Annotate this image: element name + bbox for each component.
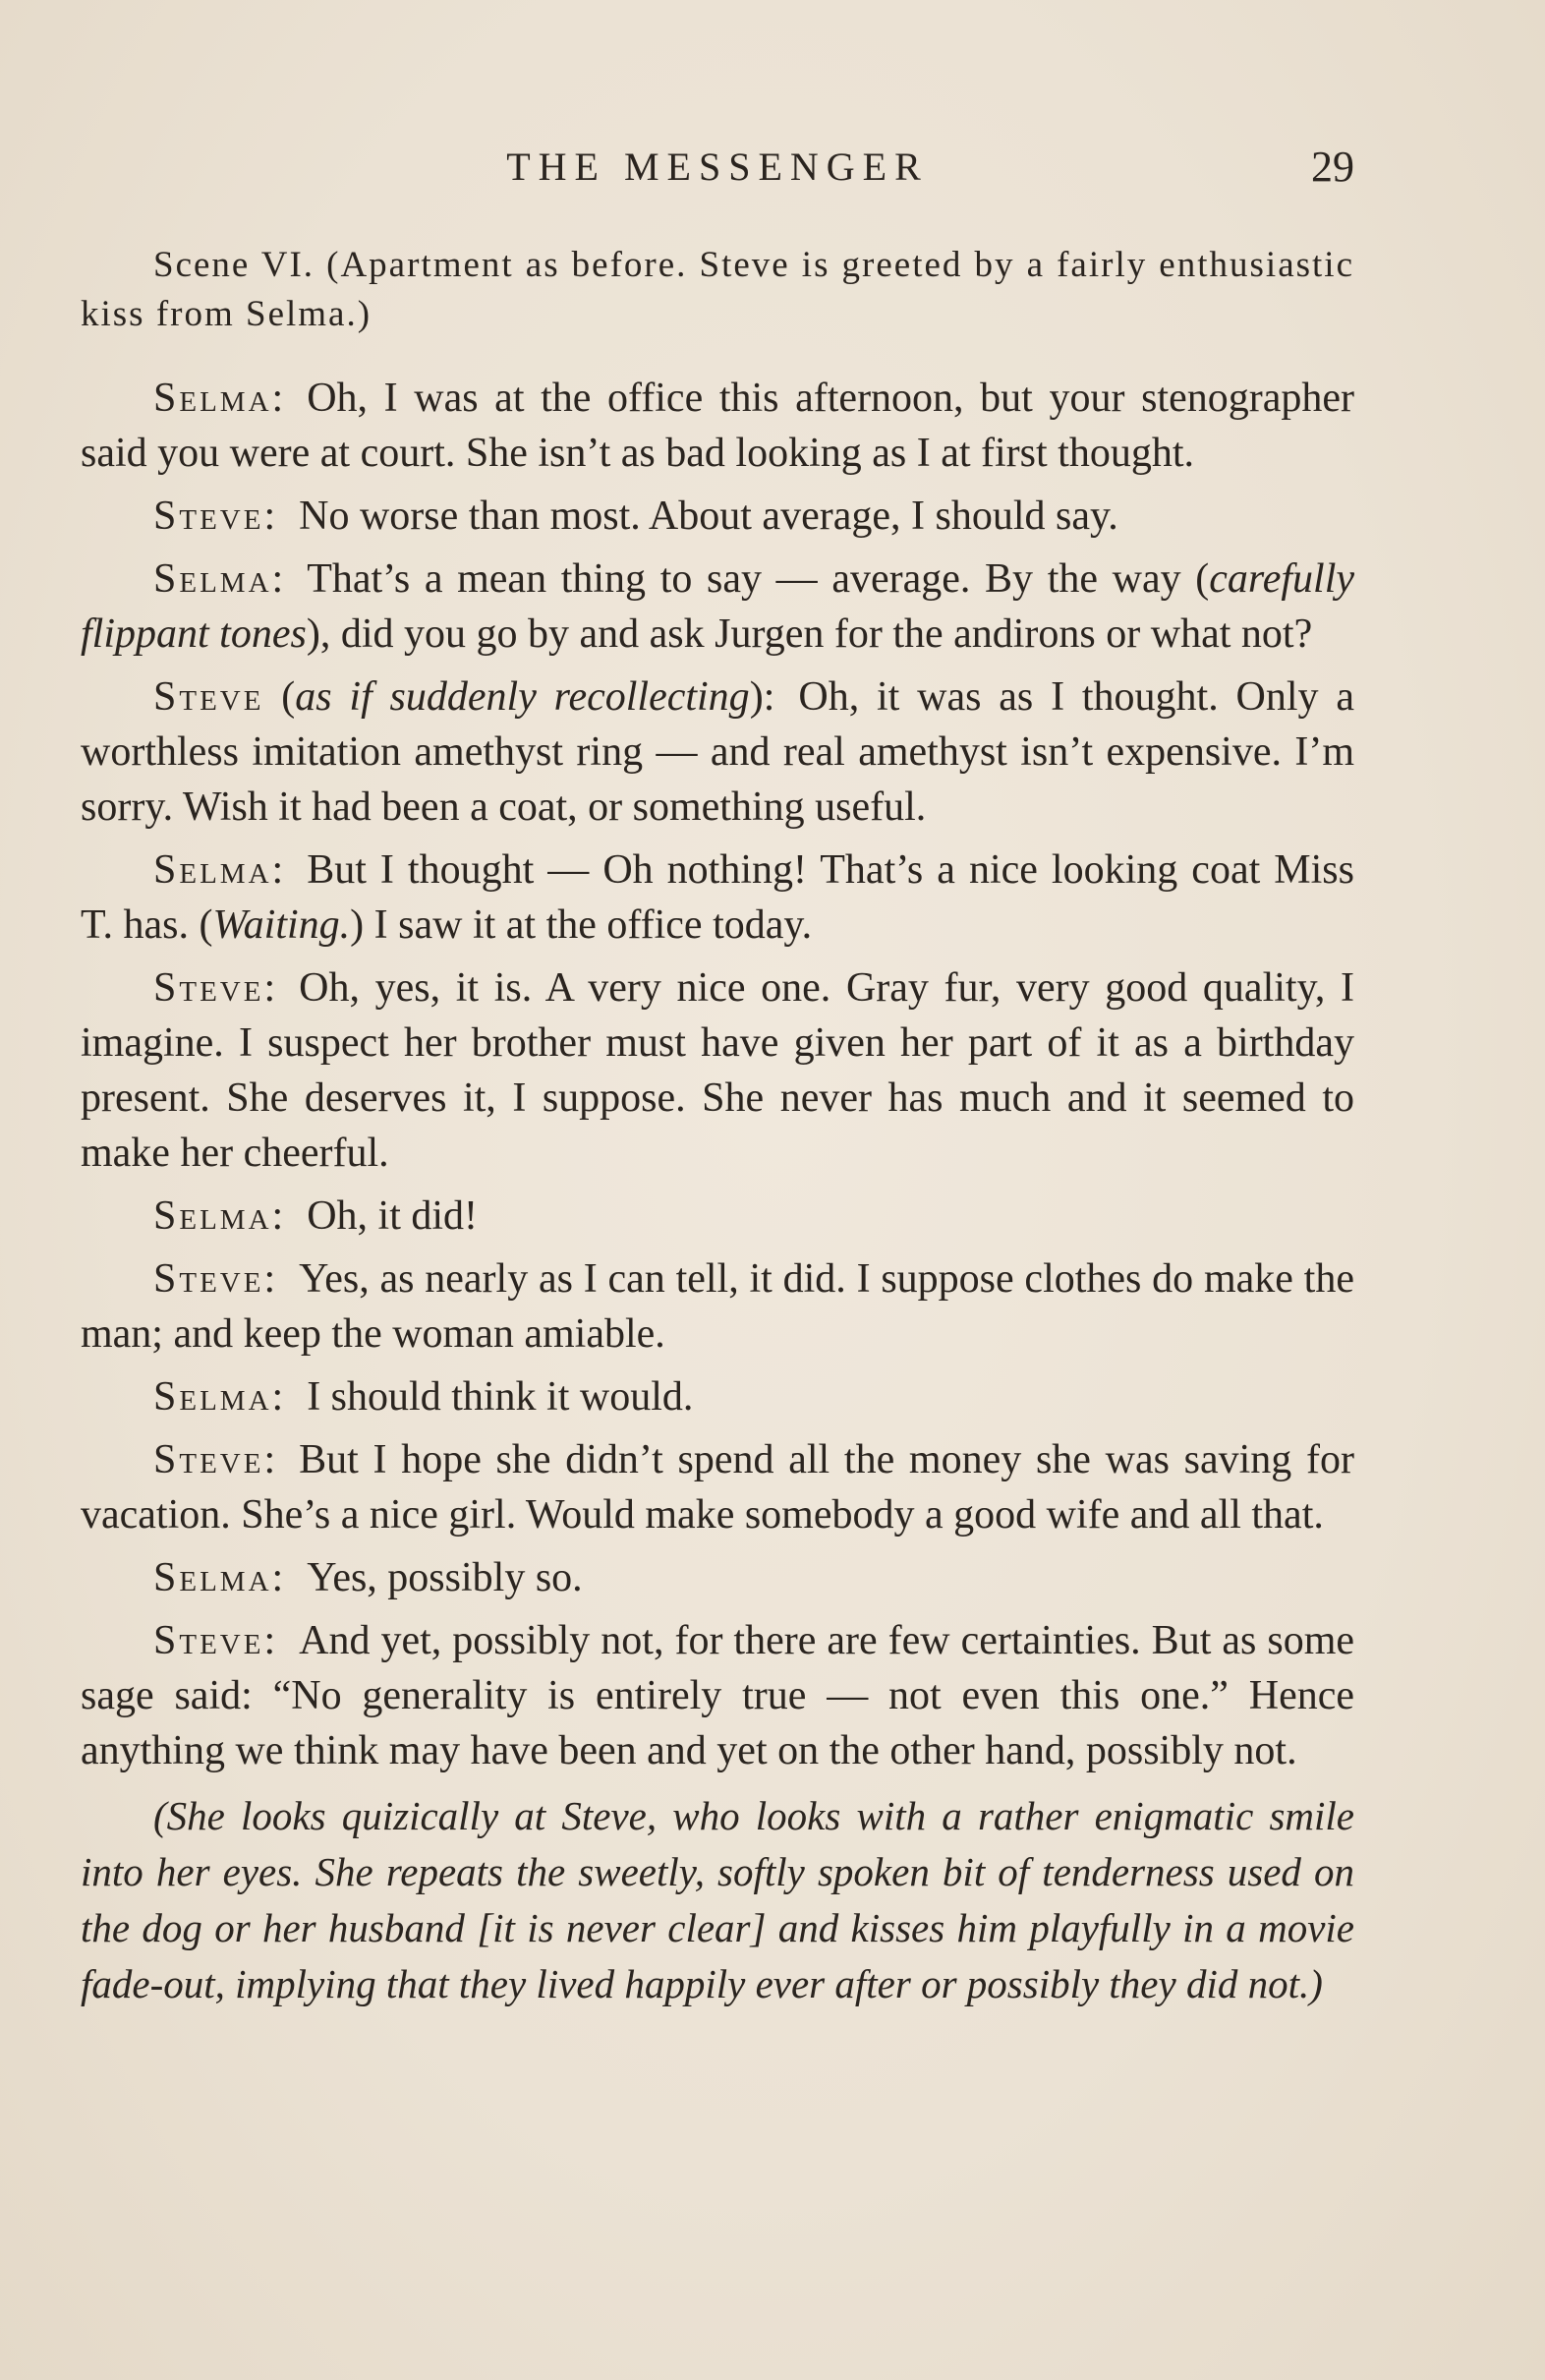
page-body: [81, 241, 1354, 2012]
dialogue-line: Steve: Yes, as nearly as I can tell, it did. I suppose clothes do make the man; and keep the woman amiable.: [81, 1256, 1354, 1357]
speaker-name: Steve: [153, 1437, 264, 1482]
line-text-continued: ), did you go by and ask Jurgen for the andirons or what not?: [306, 611, 1313, 657]
stage-direction: Waiting.: [212, 902, 351, 948]
line-text: Oh, it did!: [307, 1193, 479, 1239]
dialogue-line: Selma: That’s a mean thing to say — average. By the way (carefully flippant tones), did you go by and ask Jurgen for the andirons or what not?: [81, 556, 1354, 657]
dialogue: [81, 371, 1354, 1778]
line-text: Oh, it was as I thought. Only a worthless imitation amethyst ring — and real amethyst isn’t expensive. I’m sorry. Wish it had been a coat, or something useful.: [81, 674, 1354, 830]
stage-direction: carefully flippant tones: [81, 556, 1354, 657]
speaker-name: Selma: [153, 376, 272, 421]
running-title: THE MESSENGER: [506, 145, 929, 189]
dialogue-line: Selma: Oh, I was at the office this afternoon, but your stenographer said you were at court. She isn’t as bad looking as I at first thought.: [81, 376, 1354, 476]
dialogue-line: Selma: Oh, it did!: [153, 1193, 479, 1239]
page-number: 29: [1311, 143, 1354, 191]
stage-direction: as if suddenly recollecting: [295, 674, 750, 720]
line-text: Oh, I was at the office this afternoon, but your stenographer said you were at court. She isn’t as bad looking as I at first thought.: [81, 376, 1354, 476]
line-text: That’s a mean thing to say — average. By the way (: [307, 556, 1210, 602]
page-header: [81, 138, 1354, 197]
dialogue-line: Steve: But I hope she didn’t spend all the money she was saving for vacation. She’s a nice girl. Would make somebody a good wife and all that.: [81, 1437, 1354, 1538]
dialogue-line: Steve: No worse than most. About average, I should say.: [153, 493, 1118, 539]
line-text: But I thought — Oh nothing! That’s a nice looking coat Miss T. has. (: [81, 847, 1354, 948]
speaker-name: Selma: [153, 1374, 272, 1420]
line-text: Yes, possibly so.: [307, 1555, 583, 1600]
speaker-name: Steve: [153, 965, 264, 1011]
dialogue-line: Steve: And yet, possibly not, for there are few certainties. But as some sage said: “No generality is entirely true — not even this one.” Hence anything we think may have been and yet on the other hand, possibly not.: [81, 1618, 1354, 1773]
dialogue-line: Steve: Oh, yes, it is. A very nice one. Gray fur, very good quality, I imagine. I suspect her brother must have given her part of it as a birthday present. She deserves it, I suppose. She never has much and it seemed to make her cheerful.: [81, 965, 1354, 1176]
speaker-name: Selma: [153, 556, 272, 602]
dialogue-line: Selma: I should think it would.: [153, 1374, 694, 1420]
speaker-name: Steve: [153, 674, 264, 720]
speaker-name: Steve: [153, 1618, 264, 1663]
line-text-continued: ) I saw it at the office today.: [350, 902, 813, 948]
speaker-name: Selma: [153, 1193, 272, 1239]
line-text: Yes, as nearly as I can tell, it did. I suppose clothes do make the man; and keep the woman amiable.: [81, 1256, 1354, 1357]
speaker-name: Steve: [153, 1256, 264, 1302]
line-text: Oh, yes, it is. A very nice one. Gray fur, very good quality, I imagine. I suspect her brother must have given her part of it as a birthday present. She deserves it, I suppose. She never has much and it seemed to make her cheerful.: [81, 965, 1354, 1176]
line-text: I should think it would.: [307, 1374, 694, 1420]
dialogue-line: Selma: But I thought — Oh nothing! That’s a nice looking coat Miss T. has. (Waiting.) I saw it at the office today.: [81, 847, 1354, 948]
line-text: But I hope she didn’t spend all the money she was saving for vacation. She’s a nice girl. Would make somebody a good wife and all that.: [81, 1437, 1354, 1538]
line-text: No worse than most. About average, I should say.: [299, 493, 1118, 539]
closing-stage-direction: (She looks quizically at Steve, who looks with a rather enigmatic smile into her eyes. She repeats the sweetly, softly spoken bit of tenderness used on the dog or her husband [it is never clear] and kisses him playfully in a movie fade-out, implying that they lived happily ever after or possibly they did not.): [81, 1793, 1354, 2006]
speaker-name: Selma: [153, 847, 272, 893]
dialogue-line: Steve (as if suddenly recollecting): Oh, it was as I thought. Only a worthless imitation amethyst ring — and real amethyst isn’t expensive. I’m sorry. Wish it had been a coat, or something useful.: [81, 674, 1354, 830]
speaker-name: Steve: [153, 493, 264, 539]
line-text: And yet, possibly not, for there are few certainties. But as some sage said: “No generality is entirely true — not even this one.” Hence anything we think may have been and yet on the other hand, possibly not.: [81, 1618, 1354, 1773]
scene-intro: Scene VI. (Apartment as before. Steve is greeted by a fairly enthusiastic kiss from Selma.): [81, 245, 1354, 334]
dialogue-line: Selma: Yes, possibly so.: [153, 1555, 583, 1600]
speaker-name: Selma: [153, 1555, 272, 1600]
